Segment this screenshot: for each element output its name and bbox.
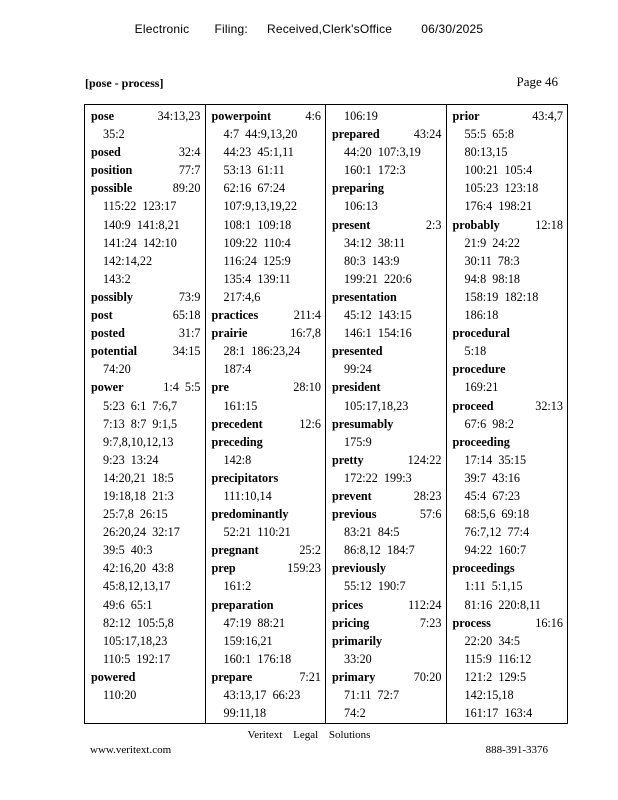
index-citation-line: 62:16 67:24 bbox=[223, 181, 286, 196]
index-entry bbox=[453, 324, 564, 360]
index-citation-line: 186:18 bbox=[464, 308, 499, 323]
index-citation-line: 45:12 143:15 bbox=[344, 308, 412, 323]
index-term: prepare bbox=[211, 669, 253, 684]
index-headword-line bbox=[212, 668, 322, 686]
index-headword-line bbox=[453, 559, 564, 577]
footer-phone: 888-391-3376 bbox=[485, 744, 548, 756]
index-entry bbox=[332, 596, 442, 614]
index-term: procedure bbox=[452, 362, 506, 377]
index-citation-line: 109:22 110:4 bbox=[223, 235, 291, 250]
index-citation: 70:20 bbox=[413, 669, 442, 684]
index-entry bbox=[453, 433, 564, 560]
index-citation-line: 35:2 bbox=[103, 127, 125, 142]
index-citation-line: 7:13 8:7 9:1,5 bbox=[103, 416, 178, 431]
index-term: presented bbox=[332, 344, 383, 359]
index-entry bbox=[332, 342, 442, 378]
index-headword-line bbox=[332, 668, 442, 686]
index-citation: 1:4 5:5 bbox=[163, 380, 201, 395]
index-citation: 28:10 bbox=[293, 380, 321, 395]
index-entry bbox=[453, 614, 564, 723]
index-headword-line bbox=[212, 596, 322, 614]
index-entry bbox=[212, 324, 322, 378]
index-entry bbox=[212, 505, 322, 541]
index-headword-line bbox=[212, 505, 322, 523]
index-term: practices bbox=[211, 308, 259, 323]
index-headword-line bbox=[453, 614, 564, 632]
index-term: pretty bbox=[332, 452, 364, 467]
index-citation-line: 99:11,18 bbox=[223, 706, 267, 721]
index-citation-line: 160:1 172:3 bbox=[344, 163, 406, 178]
index-term: preparing bbox=[332, 181, 384, 196]
index-citation-line: 67:6 98:2 bbox=[464, 416, 514, 431]
index-headword-line bbox=[332, 505, 442, 523]
index-entry bbox=[212, 306, 322, 324]
index-citation: 124:22 bbox=[407, 452, 442, 467]
index-citation-line: 161:17 163:4 bbox=[464, 706, 533, 721]
index-citation-line: 80:3 143:9 bbox=[344, 253, 400, 268]
index-citation: 16:16 bbox=[535, 615, 563, 630]
index-headword-line bbox=[453, 397, 564, 415]
index-entry bbox=[91, 324, 201, 342]
index-term: power bbox=[91, 380, 124, 395]
index-citation-line: 74:20 bbox=[103, 362, 131, 377]
index-entry bbox=[332, 668, 442, 722]
index-headword-line bbox=[332, 614, 442, 632]
index-citation: 16:7,8 bbox=[290, 326, 321, 341]
index-term: post bbox=[91, 308, 113, 323]
index-term: previously bbox=[332, 561, 386, 576]
index-citation-line: 108:1 109:18 bbox=[223, 217, 292, 232]
index-citation-line: 19:18,18 21:3 bbox=[103, 488, 174, 503]
index-citation-line: 140:9 141:8,21 bbox=[103, 217, 180, 232]
index-citation-line: 1:11 5:1,15 bbox=[464, 579, 523, 594]
index-citation-line: 175:9 bbox=[344, 434, 372, 449]
index-term: posed bbox=[91, 145, 121, 160]
index-citation-line: 107:9,13,19,22 bbox=[223, 199, 297, 214]
index-citation: 65:18 bbox=[172, 308, 201, 323]
index-citation-line: 143:2 bbox=[103, 271, 131, 286]
index-citation-line: 161:15 bbox=[223, 398, 258, 413]
index-entry bbox=[91, 288, 201, 306]
index-citation: 73:9 bbox=[178, 289, 201, 304]
index-citation: 4:6 bbox=[305, 109, 321, 123]
index-entry bbox=[91, 378, 201, 668]
index-headword-line bbox=[91, 306, 201, 324]
index-term: powered bbox=[91, 669, 136, 684]
index-citation-line: 9:23 13:24 bbox=[103, 452, 159, 467]
index-term: precedent bbox=[211, 416, 263, 431]
index-term: potential bbox=[91, 344, 138, 359]
index-citation-line: 81:16 220:8,11 bbox=[464, 597, 541, 612]
index-entry bbox=[91, 161, 201, 179]
index-entry bbox=[212, 541, 322, 559]
index-citation-line: 55:12 190:7 bbox=[344, 579, 406, 594]
index-headword-line bbox=[91, 107, 201, 125]
index-citation-line: 141:24 142:10 bbox=[103, 235, 177, 250]
index-citation-line: 142:14,22 bbox=[103, 253, 153, 268]
index-headword-line bbox=[332, 596, 442, 614]
index-citation: 31:7 bbox=[178, 326, 201, 341]
index-term: pregnant bbox=[211, 543, 259, 558]
index-entry bbox=[91, 179, 201, 288]
index-entry bbox=[212, 378, 322, 414]
index-term: prices bbox=[332, 597, 364, 612]
index-entry bbox=[332, 125, 442, 179]
index-citation-line: 39:5 40:3 bbox=[103, 543, 153, 558]
index-entry bbox=[332, 451, 442, 487]
index-citation-line: 45:4 67:23 bbox=[464, 488, 521, 503]
index-citation: 32:4 bbox=[178, 145, 201, 160]
index-citation-line: 105:23 123:18 bbox=[464, 181, 539, 196]
index-entry bbox=[212, 668, 322, 722]
index-entry bbox=[212, 469, 322, 505]
index-entry bbox=[332, 288, 442, 342]
index-headword-line bbox=[212, 559, 322, 577]
index-entry bbox=[91, 342, 201, 378]
index-entry bbox=[212, 559, 322, 595]
index-headword-line bbox=[212, 378, 322, 396]
index-citation: 2:3 bbox=[425, 217, 442, 232]
index-entry bbox=[212, 433, 322, 469]
index-term: procedural bbox=[452, 326, 510, 341]
index-term: posted bbox=[91, 326, 125, 341]
index-term: previous bbox=[332, 507, 377, 522]
index-citation-line: 49:6 65:1 bbox=[103, 597, 153, 612]
index-term: probably bbox=[452, 217, 500, 232]
index-term: primary bbox=[332, 669, 376, 684]
index-citation: 43:24 bbox=[413, 127, 442, 142]
index-headword-line bbox=[91, 179, 201, 197]
index-citation-line: 74:2 bbox=[344, 706, 366, 721]
index-citation-line: 199:21 220:6 bbox=[344, 271, 412, 286]
index-citation-line: 76:7,12 77:4 bbox=[464, 525, 530, 540]
index-headword-line bbox=[91, 143, 201, 161]
index-entry bbox=[453, 360, 564, 396]
index-term: possibly bbox=[91, 289, 134, 304]
index-headword-line bbox=[212, 469, 322, 487]
index-headword-line bbox=[332, 125, 442, 143]
index-citation-line: 94:22 160:7 bbox=[464, 543, 527, 558]
index-entry bbox=[91, 668, 201, 704]
index-citation-line: 44:23 45:1,11 bbox=[223, 145, 294, 160]
index-entry bbox=[212, 415, 322, 433]
index-term: possible bbox=[91, 181, 133, 196]
index-headword-line bbox=[212, 324, 322, 342]
index-term: preparation bbox=[211, 597, 274, 612]
index-citation: 77:7 bbox=[178, 163, 201, 178]
index-term: pose bbox=[91, 109, 115, 123]
index-headword-line bbox=[212, 541, 322, 559]
index-citation: 89:20 bbox=[172, 181, 201, 196]
index-citation-line: 110:5 192:17 bbox=[103, 651, 171, 666]
index-citation-line: 68:5,6 69:18 bbox=[464, 507, 530, 522]
index-citation: 34:15 bbox=[172, 344, 201, 359]
index-term: pricing bbox=[332, 615, 370, 630]
index-term: precipitators bbox=[211, 470, 279, 485]
index-citation-line: 4:7 44:9,13,20 bbox=[223, 127, 298, 142]
index-headword-line bbox=[332, 451, 442, 469]
index-citation-line: 83:21 84:5 bbox=[344, 525, 400, 540]
index-citation: 112:24 bbox=[408, 597, 442, 612]
index-citation-line: 99:24 bbox=[344, 362, 372, 377]
index-term: presentation bbox=[332, 289, 397, 304]
index-citation-line: 142:8 bbox=[223, 452, 252, 467]
index-headword-line bbox=[332, 216, 442, 234]
index-term: president bbox=[332, 380, 381, 395]
index-citation-line: 14:20,21 18:5 bbox=[103, 470, 174, 485]
index-citation: 7:21 bbox=[299, 669, 321, 684]
index-citation-line: 52:21 110:21 bbox=[223, 525, 291, 540]
index-citation-line: 25:7,8 26:15 bbox=[103, 507, 168, 522]
index-citation: 57:6 bbox=[419, 507, 442, 522]
index-citation: 12:18 bbox=[535, 217, 563, 232]
index-term: proceeding bbox=[452, 434, 510, 449]
index-citation-line: 5:18 bbox=[464, 344, 487, 359]
index-entry bbox=[212, 596, 322, 668]
index-citation-line: 161:2 bbox=[223, 579, 252, 594]
index-citation-line: 22:20 34:5 bbox=[464, 633, 521, 648]
page-number: Page 46 bbox=[516, 74, 558, 89]
index-citation-line: 47:19 88:21 bbox=[223, 615, 286, 630]
index-citation-line: 142:15,18 bbox=[464, 688, 514, 702]
index-entry bbox=[332, 216, 442, 288]
index-citation-line: 187:4 bbox=[223, 362, 252, 377]
index-entry bbox=[91, 107, 201, 143]
index-headword-line bbox=[453, 107, 564, 125]
index-term: prep bbox=[211, 561, 236, 576]
index-citation-line: 30:11 78:3 bbox=[464, 253, 520, 268]
index-citation-line: 17:14 35:15 bbox=[464, 452, 527, 467]
index-citation-line: 80:13,15 bbox=[464, 145, 508, 160]
index-headword-line bbox=[91, 378, 201, 396]
index-headword-line bbox=[91, 668, 201, 686]
index-headword-line bbox=[453, 216, 564, 234]
index-range: [pose - process] bbox=[85, 76, 164, 90]
index-headword-line bbox=[332, 415, 442, 433]
index-entry bbox=[332, 487, 442, 505]
index-headword-line bbox=[212, 107, 322, 125]
index-citation-line: 105:17,18,23 bbox=[103, 633, 168, 648]
index-term: prairie bbox=[211, 326, 248, 341]
index-citation-line: 169:21 bbox=[464, 380, 499, 395]
index-citation: 7:23 bbox=[419, 615, 442, 630]
index-citation-line: 172:22 199:3 bbox=[344, 470, 412, 485]
index-citation-line: 106:19 bbox=[344, 109, 378, 123]
index-term: pre bbox=[211, 380, 229, 395]
index-citation-line: 159:16,21 bbox=[223, 633, 273, 648]
index-entry bbox=[332, 378, 442, 414]
index-citation-line: 111:10,14 bbox=[223, 488, 272, 503]
index-entry bbox=[332, 415, 442, 451]
index-citation-line: 21:9 24:22 bbox=[464, 235, 521, 250]
index-entry bbox=[332, 179, 442, 215]
index-headword-line bbox=[91, 324, 201, 342]
index-entry bbox=[453, 559, 564, 613]
index-term: prevent bbox=[332, 488, 372, 503]
index-citation-line: 100:21 105:4 bbox=[464, 163, 533, 178]
index-headword-line bbox=[212, 415, 322, 433]
index-citation: 12:6 bbox=[299, 416, 321, 431]
index-citation-line: 160:1 176:18 bbox=[223, 651, 292, 666]
index-entry bbox=[332, 632, 442, 668]
index-entry bbox=[332, 107, 442, 125]
index-citation-line: 115:9 116:12 bbox=[464, 651, 532, 666]
index-citation: 25:2 bbox=[299, 543, 321, 558]
index-column-3 bbox=[326, 105, 447, 723]
index-citation-line: 176:4 198:21 bbox=[464, 199, 533, 214]
index-headword-line bbox=[212, 306, 322, 324]
index-citation-line: 116:24 125:9 bbox=[223, 253, 291, 268]
index-term: position bbox=[91, 163, 133, 178]
index-entry bbox=[91, 306, 201, 324]
index-entry bbox=[453, 397, 564, 433]
index-headword-line bbox=[332, 378, 442, 396]
index-term: primarily bbox=[332, 633, 383, 648]
index-headword-line bbox=[91, 161, 201, 179]
index-entry bbox=[332, 559, 442, 595]
index-citation-line: 39:7 43:16 bbox=[464, 470, 521, 485]
index-citation-line: 33:20 bbox=[344, 651, 372, 666]
index-citation-line: 55:5 65:8 bbox=[464, 127, 514, 142]
index-citation-line: 146:1 154:16 bbox=[344, 326, 412, 341]
index-term: presumably bbox=[332, 416, 394, 431]
index-citation-line: 45:8,12,13,17 bbox=[103, 579, 171, 594]
efiling-date: 06/30/2025 bbox=[421, 22, 484, 36]
index-term: proceedings bbox=[452, 561, 515, 576]
index-headword-line bbox=[332, 179, 442, 197]
index-headword-line bbox=[453, 324, 564, 342]
index-entry bbox=[332, 505, 442, 559]
index-entry bbox=[212, 107, 322, 306]
index-citation-line: 28:1 186:23,24 bbox=[223, 344, 301, 359]
index-citation-line: 34:12 38:11 bbox=[344, 235, 406, 250]
index-term: prepared bbox=[332, 127, 380, 142]
index-term: prior bbox=[452, 109, 480, 123]
index-citation-line: 94:8 98:18 bbox=[464, 271, 521, 286]
index-headword-line bbox=[91, 342, 201, 360]
index-entry bbox=[453, 107, 564, 216]
index-column-4 bbox=[447, 105, 568, 723]
index-term: present bbox=[332, 217, 371, 232]
index-headword-line bbox=[332, 342, 442, 360]
index-citation-line: 44:20 107:3,19 bbox=[344, 145, 421, 160]
index-citation-line: 9:7,8,10,12,13 bbox=[103, 434, 174, 449]
footer-website: www.veritext.com bbox=[90, 744, 172, 756]
index-headword-line bbox=[91, 288, 201, 306]
index-citation-line: 42:16,20 43:8 bbox=[103, 561, 174, 576]
index-citation-line: 82:12 105:5,8 bbox=[103, 615, 174, 630]
index-citation-line: 105:17,18,23 bbox=[344, 398, 409, 413]
index-headword-line bbox=[332, 559, 442, 577]
index-headword-line bbox=[332, 288, 442, 306]
index-citation: 28:23 bbox=[413, 488, 442, 503]
index-citation: 34:13,23 bbox=[157, 109, 201, 123]
efiling-word-2: Filing: bbox=[214, 22, 248, 36]
index-headword-line bbox=[212, 433, 322, 451]
index-column-2 bbox=[206, 105, 327, 723]
index-headword-line bbox=[332, 632, 442, 650]
index-column-1 bbox=[85, 105, 206, 723]
index-citation-line: 43:13,17 66:23 bbox=[223, 688, 301, 702]
index-citation-line: 26:20,24 32:17 bbox=[103, 525, 180, 540]
index-entry bbox=[91, 143, 201, 161]
index-term: process bbox=[452, 615, 491, 630]
index-citation-line: 5:23 6:1 7:6,7 bbox=[103, 398, 178, 413]
word-index-grid bbox=[84, 104, 568, 724]
index-citation-line: 106:13 bbox=[344, 199, 378, 214]
index-citation-line: 158:19 182:18 bbox=[464, 289, 539, 304]
index-term: powerpoint bbox=[211, 109, 272, 123]
efiling-word-1: Electronic bbox=[134, 22, 190, 36]
index-citation-line: 53:13 61:11 bbox=[223, 163, 285, 178]
index-citation-line: 115:22 123:17 bbox=[103, 199, 177, 214]
efiling-word-3: Received,Clerk'sOffice bbox=[266, 22, 393, 36]
index-citation-line: 217:4,6 bbox=[223, 289, 261, 304]
index-citation: 159:23 bbox=[287, 561, 321, 576]
index-term: preceding bbox=[211, 434, 263, 449]
index-citation-line: 110:20 bbox=[103, 688, 137, 702]
index-citation-line: 121:2 129:5 bbox=[464, 669, 527, 684]
index-entry bbox=[453, 216, 564, 325]
index-citation: 211:4 bbox=[293, 308, 321, 323]
index-term: predominantly bbox=[211, 507, 289, 522]
index-citation: 32:13 bbox=[535, 398, 563, 413]
efiling-stamp bbox=[0, 22, 618, 36]
index-citation: 43:4,7 bbox=[532, 109, 563, 123]
index-headword-line bbox=[453, 360, 564, 378]
index-entry bbox=[332, 614, 442, 632]
index-headword-line bbox=[332, 487, 442, 505]
index-citation-line: 135:4 139:11 bbox=[223, 271, 291, 286]
footer-company: Veritext Legal Solutions bbox=[247, 729, 371, 741]
index-term: proceed bbox=[452, 398, 494, 413]
index-headword-line bbox=[453, 433, 564, 451]
index-citation-line: 71:11 72:7 bbox=[344, 688, 400, 702]
index-citation-line: 86:8,12 184:7 bbox=[344, 543, 415, 558]
